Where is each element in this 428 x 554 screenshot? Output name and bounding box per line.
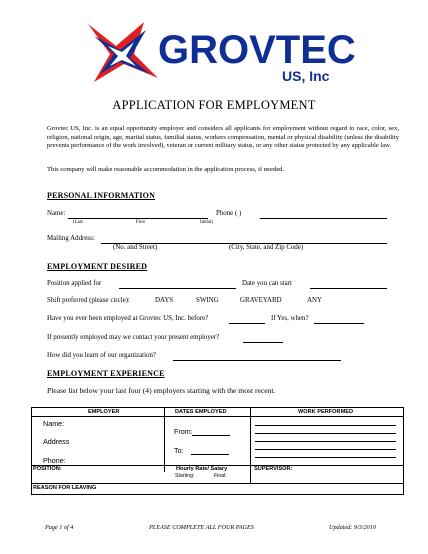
learn-about-us-label: How did you learn of our organization? [47,352,156,359]
street-hint: (No. and Street) [113,244,158,251]
contact-employer-field[interactable] [243,342,283,343]
employer-address-label: Address [43,437,70,446]
employer-name-label: Name: [43,419,65,428]
starting-rate-label: Starting: [175,473,195,479]
shift-option-graveyard[interactable]: GRAVEYARD [240,297,282,304]
reason-for-leaving-label: REASON FOR LEAVING [33,485,97,491]
accommodation-note: This company will make reasonable accommodation in the application process, if needed. [47,166,285,173]
date-to-label: To: [174,446,184,455]
learn-about-us-field[interactable] [173,360,341,361]
shift-option-days[interactable]: DAYS [155,297,174,304]
initial-hint: Initial) [200,220,214,225]
shift-option-any[interactable]: ANY [307,297,322,304]
eeo-statement: Grovtec US, Inc. is an equal opportunity employer and considers all applicants for employment without regard to race, color, sex, religion, national origin, age, marital status, familial status, workers compensation, mental or physical disability (unless the disability prevents performance of the work involved), veteran or current military status, or any other status protected by any applicable law. [47,125,399,150]
shift-option-swing[interactable]: SWING [196,297,219,304]
employed-before-field[interactable] [229,323,265,324]
section-employment-experience: EMPLOYMENT EXPERIENCE [47,369,165,378]
employed-before-label: Have you ever been employed at Grovtec US, Inc. before? [47,315,209,322]
work-performed-line[interactable] [255,433,396,434]
grovtec-emblem-icon [86,16,166,86]
section-employment-desired: EMPLOYMENT DESIRED [47,262,148,271]
employer-table [31,407,404,495]
shift-preferred-label: Shift preferred (please circle): [47,297,130,304]
supervisor-label: SUPERVISOR: [254,466,293,472]
footer-updated-date: Updated: 9/3/2010 [329,524,376,531]
col-header-work: WORK PERFORMED [298,409,354,415]
contact-employer-label: If presently employed may we contact your present employer? [47,334,220,341]
city-state-zip-hint: (City, State, and Zip Code) [229,244,304,251]
position-label: POSITION: [33,466,62,472]
date-from-label: From: [174,427,193,436]
work-performed-line[interactable] [255,457,396,458]
name-field[interactable] [68,218,208,219]
first-name-hint: First [136,220,145,225]
employer-phone-label: Phone: [43,456,66,465]
logo-sub-text: US, Inc [282,68,330,84]
start-date-field[interactable] [310,288,387,289]
phone-label: Phone ( ) [216,210,242,217]
start-date-label: Date you can start [242,280,292,287]
final-rate-label: Final: [214,473,227,479]
col-header-dates: DATES EMPLOYED [175,409,227,415]
if-yes-when-field[interactable] [314,323,364,324]
page-title: APPLICATION FOR EMPLOYMENT [112,98,316,112]
hourly-rate-label: Hourly Rate/ Salary [176,466,228,472]
name-label: Name: [47,210,66,217]
date-from-field[interactable] [192,435,230,436]
section-personal-information: PERSONAL INFORMATION [47,191,156,200]
work-performed-line[interactable] [255,441,396,442]
col-header-employer: EMPLOYER [88,409,120,415]
logo-brand-text: GROVTEC [158,28,356,72]
mailing-address-label: Mailing Address: [47,235,95,242]
position-applied-label: Position applied for [47,280,102,287]
work-performed-line[interactable] [255,425,396,426]
phone-field[interactable] [260,218,387,219]
last-name-hint: (Last [73,220,83,225]
footer-page-number: Page 1 of 4 [45,524,74,531]
experience-instruction: Please list below your last four (4) employers starting with the most recent. [47,386,276,395]
company-logo [86,12,356,88]
date-to-field[interactable] [191,454,229,455]
position-applied-field[interactable] [119,288,236,289]
footer-complete-notice: PLEASE COMPLETE ALL FOUR PAGES [149,524,254,531]
work-performed-line[interactable] [255,449,396,450]
if-yes-when-label: If Yes, when? [271,315,309,322]
